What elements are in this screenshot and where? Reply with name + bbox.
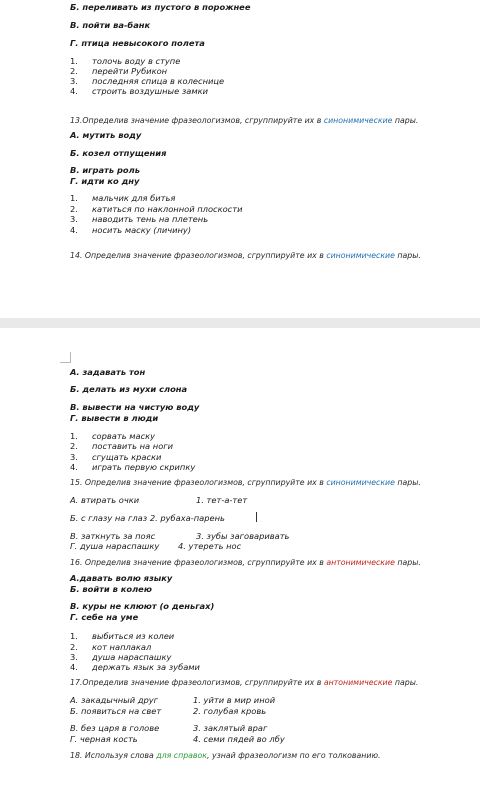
list-item: 3. сгущать краски <box>70 452 162 462</box>
list-item: 1. мальчик для битья <box>70 193 176 203</box>
option-line: В. вывести на чистую воду <box>70 402 200 412</box>
list-item: 2. перейти Рубикон <box>70 66 168 76</box>
option-line: В. пойти ва-банк <box>70 20 151 30</box>
pair-right: 3. зубы заговаривать <box>196 531 290 541</box>
page-margin-marker <box>60 352 71 363</box>
task-14-heading: 14. Определив значение фразеологизмов, сгруппируйте их в синонимические пары. <box>70 251 421 260</box>
pair-left: А. втирать очки <box>70 495 140 505</box>
pair-right: 1. уйти в мир иной <box>193 695 276 705</box>
option-line: Б. войти в колею <box>70 584 152 594</box>
list-item: 3. наводить тень на плетень <box>70 214 209 224</box>
option-line: А.давать волю языку <box>70 573 173 583</box>
option-line: Б. козел отпущения <box>70 148 167 158</box>
option-line: Б. делать из мухи слона <box>70 384 188 394</box>
option-line: Г. птица невысокого полета <box>70 38 205 48</box>
pair-right: 1. тет-а-тет <box>196 495 248 505</box>
list-item: 4. играть первую скрипку <box>70 462 196 472</box>
pair-left: А. закадычный друг <box>70 695 159 705</box>
list-item: 2. поставить на ноги <box>70 441 174 451</box>
pair-left: Б. с глазу на глаз 2. рубаха-парень <box>70 513 225 523</box>
list-item: 3. душа нараспашку <box>70 652 172 662</box>
list-item: 1. выбиться из колеи <box>70 631 175 641</box>
task-15-heading: 15. Определив значение фразеологизмов, сгруппируйте их в синонимические пары. <box>70 478 421 487</box>
pair-left: В. заткнуть за пояс <box>70 531 156 541</box>
pair-left: Г. черная кость <box>70 734 138 744</box>
pair-right: 3. заклятый враг <box>193 723 268 733</box>
task-16-heading: 16. Определив значение фразеологизмов, сгруппируйте их в антонимические пары. <box>70 558 421 567</box>
list-item: 2. кот наплакал <box>70 642 152 652</box>
pair-right: 4. утереть нос <box>178 541 242 551</box>
list-item: 4. носить маску (личину) <box>70 225 192 235</box>
page-break <box>0 318 480 328</box>
pair-left: Г. душа нараспашку <box>70 541 160 551</box>
option-line: А. задавать тон <box>70 367 146 377</box>
option-line: Г. себе на уме <box>70 612 139 622</box>
option-line: Б. переливать из пустого в порожнее <box>70 2 251 12</box>
task-13-heading: 13.Определив значение фразеологизмов, сгруппируйте их в синонимические пары. <box>70 116 419 125</box>
task-18-heading: 18. Используя слова для справок, узнай фразеологизм по его толкованию. <box>70 751 381 760</box>
task-17-heading: 17.Определив значение фразеологизмов, сгруппируйте их в антонимические пары. <box>70 678 419 687</box>
list-item: 4. держать язык за зубами <box>70 662 200 672</box>
list-item: 4. строить воздушные замки <box>70 86 208 96</box>
text-cursor <box>256 512 257 522</box>
pair-left: Б. появиться на свет <box>70 706 162 716</box>
pair-right: 4. семи пядей во лбу <box>193 734 285 744</box>
option-line: Г. вывести в люди <box>70 413 159 423</box>
option-line: А. мутить воду <box>70 130 142 140</box>
pair-left: В. без царя в голове <box>70 723 160 733</box>
option-line: Г. идти ко дну <box>70 176 140 186</box>
list-item: 1. сорвать маску <box>70 431 156 441</box>
list-item: 3. последняя спица в колеснице <box>70 76 225 86</box>
option-line: В. играть роль <box>70 165 140 175</box>
option-line: В. куры не клюют (о деньгах) <box>70 601 215 611</box>
list-item: 2. катиться по наклонной плоскости <box>70 204 243 214</box>
pair-right: 2. голубая кровь <box>193 706 267 716</box>
list-item: 1. толочь воду в ступе <box>70 56 181 66</box>
